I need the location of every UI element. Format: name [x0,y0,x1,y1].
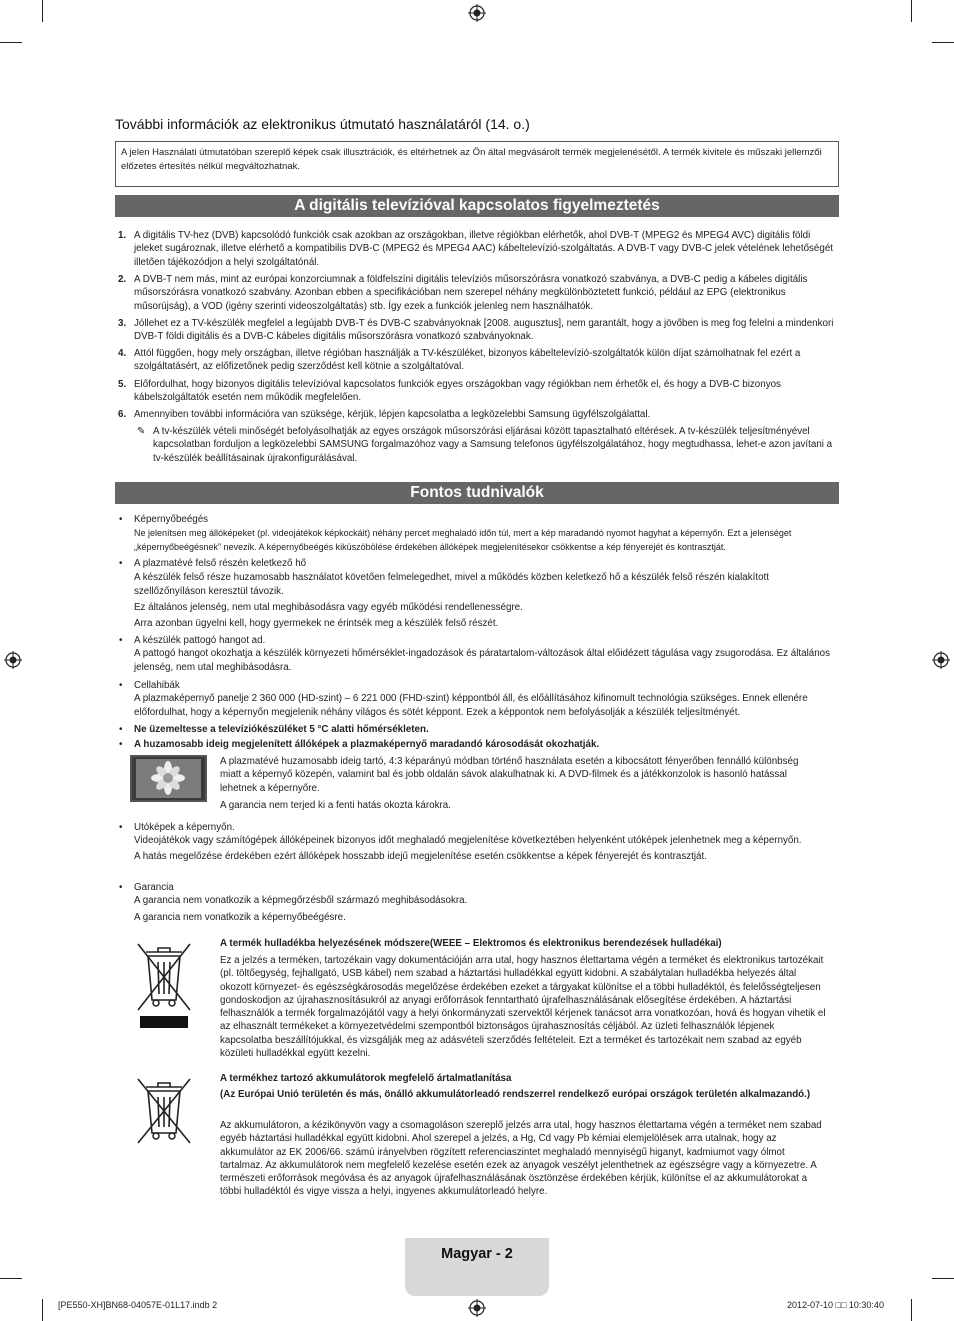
list-item [115,347,839,374]
bullet-title: A plazmatévé felső részén keletkező hő [134,558,307,569]
bullet-item-afterimages [115,821,839,877]
disclaimer-box: A jelen Használati útmutatóban szereplő képek csak illusztrációk, és eltérhetnek az Ön által megvásárolt termék megjelenésétől. A termék kivitele és műszaki jellemzői előzetes értesítés nélkül megváltozhatnak. [115,141,839,187]
crossed-bin-icon [134,938,194,1028]
crop-mark [42,0,43,22]
list-number: 1. [118,230,127,241]
bullet-item-temperature [115,723,839,737]
bullet-text: Videojátékok vagy számítógépek állóképeinek bizonyos időt meghaladó megjelenítése következtében helyenként utóképek jelenhetnek meg a képernyőn. [134,835,802,847]
bullet-title: Képernyőbeégés [134,514,209,525]
bullet-title: A huzamosabb ideig megjelenített állóképek a plazmaképernyő maradandó károsodását okozhatják. [134,739,600,750]
crossed-battery-bin-icon [134,1073,194,1145]
registration-mark-icon [932,651,950,669]
page-number-tab [405,1238,549,1296]
bullet-dot: • [119,724,123,735]
bullet-text: A készülék felső része huzamosabb használatot követően felmelegedhet, mivel a működés közben keletkező hő a készülék felső részén kialakított szellőzőnyíláson keresztül távozik. [134,572,769,597]
list-text: Attól függően, hogy mely országban, illetve régióban használják a TV-készüléket, bizonyos kábeltelevízió-szolgáltatók külön díjat számolhatnak fel ezért a szolgáltatásért, az előfizetőnek pedig szerződést kell kötnie a szolgáltatóval. [134,348,801,373]
list-number: 5. [118,379,127,390]
list-item [115,317,839,344]
page-number: Magyar - 2 [441,1246,513,1262]
bullet-dot: • [119,635,123,646]
bullet-title: Garancia [134,882,174,893]
crop-mark [911,0,912,22]
bullet-item-screen-burn [115,513,839,555]
crop-mark [911,1299,912,1321]
bullet-title: Cellahibák [134,680,180,691]
weee-text: Ez a jelzés a terméken, tartozékain vagy dokumentációján arra utal, hogy hasznos élettartama végén a terméket és elektronikus tartozékait (pl. töltőegység, fejhallgató, USB kábel) nem szabad a háztartási hulladékkal együtt kidobni. A szabálytalan hulladékba helyezés által okozott környezet- és egészségkárosodás megelőzése érdekében ezeket a tárgyakat különítse el a többi hulladéktól, és felelősségteljesen gondoskodjon az újrahasznosításukról az anyagi erőforrások fenntartható újrafelhasználásának elősegítése érdekében. A háztartási felhasználók a termék forgalmazójától vagy a helyi önkormányzati szervektől kérjenek tanácsot arra vonatkozóan, hová és hogyan vihetik el az elhasznált termékeket a környezetvédelmi szempontból biztonságos újrahasznosítás céljából. Az üzleti felhasználók lépjenek kapcsolatba beszállítójukkal, és vizsgálják meg az adásvételi szerződés feltételeit. Ezt a terméket és tartozékait nem szabad az egyéb közületi hulladékkal együtt kezelni. [220,955,826,1060]
battery-subtitle: (Az Európai Unió területén és más, önálló akkumulátorleadó rendszerrel rendelkező európai országok területén alkalmazandó.) [220,1089,811,1100]
timestamp: 2012-07-10 □□ 10:30:40 [787,1300,884,1310]
weee-title: A termék hulladékba helyezésének módszere(WEEE – Elektromos és elektronikus berendezések hulladékai) [220,938,722,949]
list-item [115,273,839,313]
bullet-text: A garancia nem vonatkozik a képmegőrzésből származó meghibásodásokra. [134,895,468,907]
bullet-text: A pattogó hangot okozhatja a készülék környezeti hőmérséklet-ingadozások és páratartalom-változások által előidézett tágulása vagy zsugorodása. Ez általános jelenség, nem utal meghibásodásra. [134,648,830,673]
bullet-title: Utóképek a képernyőn. [134,822,235,833]
bullet-item-heat [115,557,839,633]
crop-mark [42,1299,43,1321]
list-text: Jóllehet ez a TV-készülék megfelel a legújabb DVB-T és DVB-C szabványoknak [2008. augusztus], nem garantált, hogy a jövőben is meg fog felelni a mindenkori DVB-T földi digitális és a DVB-C kábeles digitális műsorszórásra vonatkozó szabványoknak. [134,318,834,343]
bullet-item-cell-defects [115,679,839,721]
bullet-text: A hatás megelőzése érdekében ezért állóképek hosszabb idejű megjelenítése esetén csökkentse a képek fényerejét és kontrasztját. [134,850,707,862]
registration-mark-icon [468,4,486,22]
crop-mark [0,1278,22,1279]
bullet-text: Arra azonban ügyelni kell, hogy gyermekek ne érintsék meg a készülék felső részét. [134,618,499,630]
battery-title: A termékhez tartozó akkumulátorok megfelelő ártalmatlanítása [220,1073,512,1084]
list-number: 6. [118,409,127,420]
bullet-item-still-images [115,738,839,752]
bullet-text: A garancia nem vonatkozik a képernyőbeégésre. [134,911,346,923]
note-text: A tv-készülék vételi minőségét befolyásolhatják az egyes országok műsorszórási eljárásai között tapasztalható eltérések. A tv-készülék teljesítményével kapcsolatban forduljon a legközelebbi SAMSUNG forgalmazóhoz vagy a Samsung telefonos ügyfélszolgálatához, hogy megtudhassa, lehet-e azon javítani a tv-készülék beállításainak újrakonfigurálásával. [153,426,833,464]
note-item [115,425,839,467]
tv-screen-illustration [130,755,207,802]
bullet-dot: • [119,882,123,893]
list-item [115,378,839,405]
bullet-dot: • [119,822,123,833]
crop-mark [932,42,954,43]
list-item [115,408,839,422]
list-text: Előfordulhat, hogy bizonyos digitális televízióval kapcsolatos funkciók egyes országokban vagy régiókban nem érhetők el, és hogy a DVB-C bizonyos kábelszolgáltatók esetén nem működik megfelelően. [134,379,781,404]
file-label: [PE550-XH]BN68-04057E-01L17.indb 2 [58,1300,218,1310]
still-image-text: A garancia nem terjed ki a fenti hatás okozta károkra. [220,800,451,811]
bullet-dot: • [119,558,123,569]
bullet-title: A készülék pattogó hangot ad. [134,635,266,646]
section-title-important: Fontos tudnivalók [115,482,839,504]
list-item [115,229,839,269]
bullet-text: Ez általános jelenség, nem utal meghibásodásra vagy egyéb működési rendellenességre. [134,601,523,613]
list-text: Amennyiben további információra van szüksége, kérjük, lépjen kapcsolatba a legközelebbi Samsung ügyfélszolgálattal. [134,409,651,420]
bullet-text: A plazmaképernyő panelje 2 360 000 (HD-szint) – 6 221 000 (FHD-szint) képpontból áll, és előállításához kifinomult technológia szükséges. Ennek ellenére előfordulhat, hogy a képernyőn megjelenik néhány világos és sötét képpont. Ezek a képpontok nem befolyásolják a készülék teljesítményét. [134,693,808,718]
list-text: A DVB-T nem más, mint az európai konzorciumnak a földfelszíni digitális televíziós műsorszórásra vonatkozó szabványa, a DVB-C pedig a kábeles digitális műsorszórásra vonatkozó szabvány. Azonban ebben a specifikációban nem szerepel néhány megkülönböztetett funkció, például az EPG (elektronikus műsorújság), a VOD (igény szerinti videoszolgáltatás) stb. Így ezek a funkciók jelenleg nem használhatók. [134,274,808,312]
page-heading: További információk az elektronikus útmutató használatáról (14. o.) [115,116,530,132]
flower-image-icon [132,757,205,800]
bullet-dot: • [119,739,123,750]
bullet-item-crackling [115,634,839,676]
section-title-digital-tv: A digitális televízióval kapcsolatos figyelmeztetés [115,195,839,217]
list-number: 2. [118,274,127,285]
crop-mark [0,42,22,43]
still-image-text: A plazmatévé huzamosabb ideig tartó, 4:3 képarányú módban történő használata esetén a kibocsátott fényerőben fennálló különbség miatt a képernyő közepén, valamint bal és jobb oldalán sávok alakulhatnak ki. A DVD-filmek és a játékkonzolok is hasonló hatással lehetnek a képernyőre. [220,756,799,794]
bullet-title: Ne üzemeltesse a televíziókészüléket 5 °C alatti hőmérsékleten. [134,724,429,735]
bullet-text: Ne jelenítsen meg állóképeket (pl. videojátékok képkockáit) néhány percet meghaladó időn túl, mert a kép maradandó nyomot hagyhat a képernyőn. Ezt a jelenséget „képernyőbeégésnek” nevezik. A képernyőbeégés kiküszöbölése érdekében állóképek megjelenítésekor csökkentse a kép fényerejét és kontrasztját. [134,528,792,553]
list-text: A digitális TV-hez (DVB) kapcsolódó funkciók csak azokban az országokban, illetve régiókban elérhetők, ahol DVB-T (MPEG2 és MPEG4 AVC) digitális földi jeleket sugároznak, illetve elérhető a kompatibilis DVB-C (MPEG2 és MPEG4 AAC) kábeltelevízió-szolgáltatás. A DVB-T vagy DVB-C jelek vételének lehetőségét illetően tájékozódjon a helyi szolgáltatónál. [134,230,833,268]
list-number: 4. [118,348,127,359]
bullet-dot: • [119,514,123,525]
note-pencil-icon: ✎ [137,426,146,437]
battery-text: Az akkumulátoron, a kézikönyvön vagy a csomagoláson szereplő jelzés arra utal, hogy hasznos élettartama végén a terméket nem szabad egyéb háztartási hulladékkal együtt kidobni. Ahol szerepel a jelzés, a Hg, Cd vagy Pb kémiai elemjelölések arra utalnak, hogy az akkumulátor az EK 2006/66. számú irányelvben rögzített referenciaszintet meghaladó mennyiségű higanyt, kadmiumot vagy ólmot tartalmaz. Az akkumulátorok nem megfelelő kezelése esetén ezek az anyagok veszélyt jelenthetnek az egészségre vagy a környezetre. A természeti erőforrások megóvása és az anyagok újrafelhasználásának ösztönzése érdekében kérjük, különítse el az akkumulátorokat a többi hulladéktól és vigye vissza a helyi, ingyenes akkumulátorleadó helyre. [220,1120,822,1198]
registration-mark-icon [4,651,22,669]
list-number: 3. [118,318,127,329]
registration-mark-icon [468,1299,486,1317]
bullet-item-warranty [115,881,839,927]
crop-mark [932,1278,954,1279]
bullet-dot: • [119,680,123,691]
